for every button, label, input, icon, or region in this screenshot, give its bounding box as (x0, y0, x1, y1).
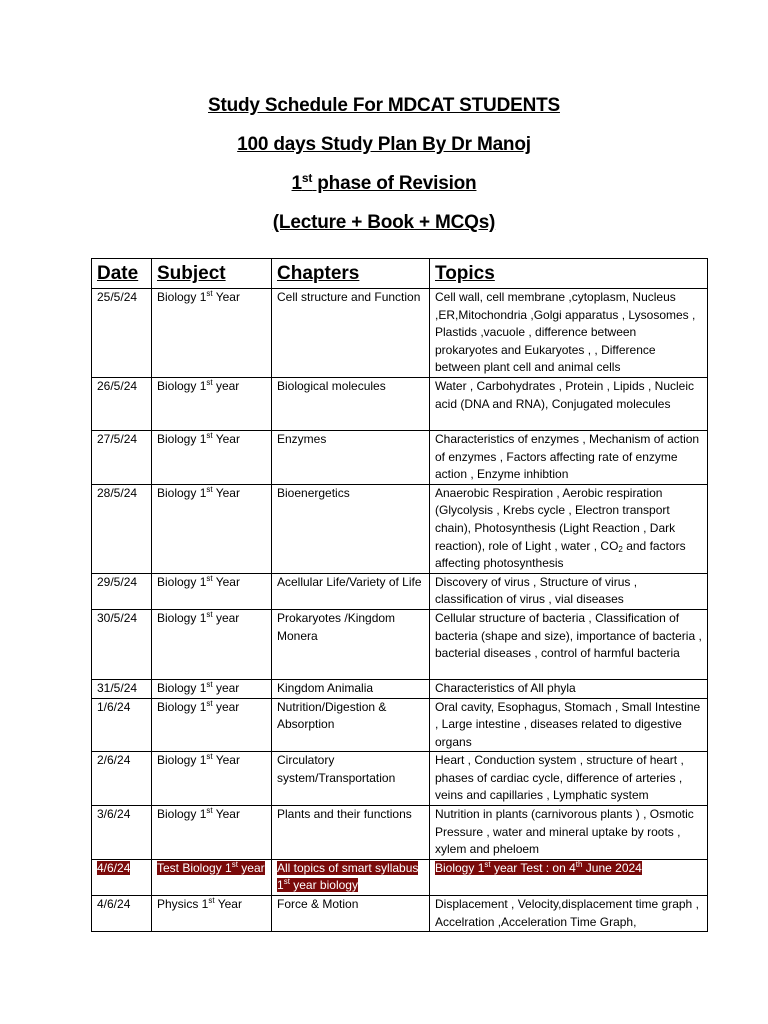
table-row (92, 484, 708, 573)
chapter-cell: Bioenergetics (272, 484, 430, 573)
subject-cell: Test Biology 1st year (152, 859, 272, 895)
chapter-cell: Plants and their functions (272, 806, 430, 860)
date-cell: 31/5/24 (92, 679, 152, 698)
chapter-cell: Circulatory system/Transportation (272, 752, 430, 806)
date-cell: 2/6/24 (92, 752, 152, 806)
table-row (92, 679, 708, 698)
date-cell: 3/6/24 (92, 806, 152, 860)
topics-cell: Discovery of virus , Structure of virus , classification of virus , vial diseases (430, 573, 708, 609)
column-header-chapters: Chapters (272, 259, 430, 289)
chapter-cell: Biological molecules (272, 377, 430, 430)
subject-cell: Biology 1st Year (152, 289, 272, 378)
table-row (92, 573, 708, 609)
chapter-cell: Nutrition/Digestion & Absorption (272, 698, 430, 752)
topics-cell: Anaerobic Respiration , Aerobic respiration (Glycolysis , Krebs cycle , Electron transport chain), Photosynthesis (Light Reaction , Dark reaction), role of Light , water , $CO_2$ and factors affecting photosynthesis (430, 484, 708, 573)
schedule-title: Study Schedule For MDCAT STUDENTS (208, 95, 560, 116)
phase-title: 1st phase of Revision (291, 171, 477, 194)
table-row (92, 609, 708, 679)
subject-cell: Biology 1st year (152, 609, 272, 679)
topics-cell: Characteristics of All phyla (430, 679, 708, 698)
table-row (92, 289, 708, 378)
format-note: (Lecture + Book + MCQs) (272, 212, 496, 233)
column-header-subject: Subject (152, 259, 272, 289)
plan-subtitle: 100 days Study Plan By Dr Manoj (237, 134, 531, 155)
document-headings (0, 96, 768, 252)
chapter-cell: Enzymes (272, 430, 430, 484)
subject-cell: Biology 1st year (152, 377, 272, 430)
column-header-topics: Topics (430, 259, 708, 289)
topics-cell: Cell wall, cell membrane ,cytoplasm, Nucleus ,ER,Mitochondria ,Golgi apparatus , Lysosomes , Plastids ,vacuole , difference between prokaryotes and Eukaryotes , , Difference between plant cell and animal cells (430, 289, 708, 378)
chapter-cell: Cell structure and Function (272, 289, 430, 378)
subject-cell: Biology 1st Year (152, 430, 272, 484)
date-cell: 29/5/24 (92, 573, 152, 609)
date-cell: 4/6/24 (92, 859, 152, 895)
table-row (92, 752, 708, 806)
topics-cell: Heart , Conduction system , structure of heart , phases of cardiac cycle, difference of arteries , veins and capillaries , Lymphatic system (430, 752, 708, 806)
chapter-cell: All topics of smart syllabus 1st year biology (272, 859, 430, 895)
topics-cell: Cellular structure of bacteria , Classification of bacteria (shape and size), importance of bacteria , bacterial diseases , control of harmful bacteria (430, 609, 708, 679)
table-row (92, 896, 708, 932)
date-cell: 26/5/24 (92, 377, 152, 430)
column-header-date: Date (92, 259, 152, 289)
date-cell: 30/5/24 (92, 609, 152, 679)
subject-cell: Biology 1st Year (152, 752, 272, 806)
table-row (92, 377, 708, 430)
topics-cell: Characteristics of enzymes , Mechanism of action of enzymes , Factors affecting rate of enzyme action , Enzyme inhibtion (430, 430, 708, 484)
table-row (92, 806, 708, 860)
schedule-table (91, 258, 708, 932)
date-cell: 28/5/24 (92, 484, 152, 573)
chapter-cell: Acellular Life/Variety of Life (272, 573, 430, 609)
table-header-row (92, 259, 708, 289)
chapter-cell: Prokaryotes /Kingdom Monera (272, 609, 430, 679)
date-cell: 27/5/24 (92, 430, 152, 484)
chapter-cell: Kingdom Animalia (272, 679, 430, 698)
table-row (92, 698, 708, 752)
date-cell: 25/5/24 (92, 289, 152, 378)
topics-cell: Water , Carbohydrates , Protein , Lipids , Nucleic acid (DNA and RNA), Conjugated molecules (430, 377, 708, 430)
date-cell: 4/6/24 (92, 896, 152, 932)
topics-cell: Nutrition in plants (carnivorous plants ) , Osmotic Pressure , water and mineral uptake by roots , xylem and pheloem (430, 806, 708, 860)
date-cell: 1/6/24 (92, 698, 152, 752)
chapter-cell: Force & Motion (272, 896, 430, 932)
topics-cell: Biology 1st year Test : on 4th June 2024 (430, 859, 708, 895)
table-row-test-highlighted (92, 859, 708, 895)
topics-cell: Oral cavity, Esophagus, Stomach , Small Intestine , Large intestine , diseases related to digestive organs (430, 698, 708, 752)
subject-cell: Physics 1st Year (152, 896, 272, 932)
subject-cell: Biology 1st Year (152, 573, 272, 609)
subject-cell: Biology 1st year (152, 698, 272, 752)
topics-cell: Displacement , Velocity,displacement time graph , Accelration ,Acceleration Time Graph, (430, 896, 708, 932)
table-row (92, 430, 708, 484)
subject-cell: Biology 1st Year (152, 806, 272, 860)
subject-cell: Biology 1st year (152, 679, 272, 698)
subject-cell: Biology 1st Year (152, 484, 272, 573)
